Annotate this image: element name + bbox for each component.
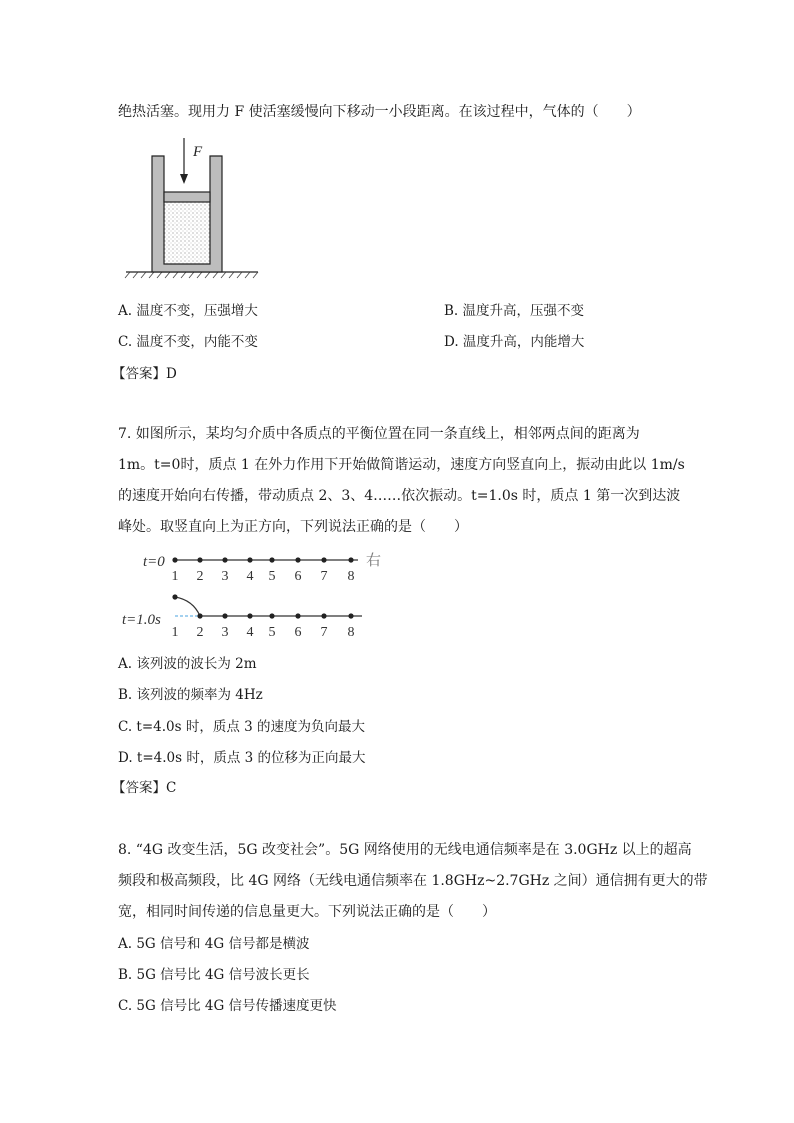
row2-point-label-5: 5 (268, 625, 276, 640)
q7-line1: 7. 如图所示，某均匀介质中各质点的平衡位置在同一条直线上，相邻两点间的距离为 (118, 426, 640, 442)
row1-point-label-2: 2 (196, 569, 204, 584)
row1-point-label-8: 8 (347, 569, 355, 584)
q7-option-c: C. t=4.0s 时，质点 3 的速度为负向最大 (118, 719, 366, 735)
q7-option-d: D. t=4.0s 时，质点 3 的位移为正向最大 (118, 750, 366, 766)
row2-point-label-8: 8 (347, 625, 355, 640)
q7-option-b: B. 该列波的频率为 4Hz (118, 687, 263, 703)
q8-option-c: C. 5G 信号比 4G 信号传播速度更快 (118, 998, 337, 1014)
row1-point-label-6: 6 (294, 569, 302, 584)
row1-time-label: t=0 (143, 554, 165, 570)
row2-point-label-3: 3 (221, 625, 229, 640)
direction-label: 右 (366, 553, 382, 569)
q6-option-d: D. 温度升高，内能增大 (444, 334, 585, 350)
q7-line4: 峰处。取竖直向上为正方向，下列说法正确的是（ ） (118, 519, 468, 535)
row1-point-label-4: 4 (246, 569, 254, 584)
q8-line1: 8. “4G 改变生活，5G 改变社会”。5G 网络使用的无线电通信频率是在 3.0GHz 以上的超高 (118, 842, 692, 858)
row2-point-label-1: 1 (171, 625, 179, 640)
row2-point-label-2: 2 (196, 625, 204, 640)
q8-option-a: A. 5G 信号和 4G 信号都是横波 (118, 936, 310, 952)
row2-point-label-7: 7 (320, 625, 328, 640)
q6-option-b: B. 温度升高，压强不变 (444, 303, 585, 319)
q6-option-c: C. 温度不变，内能不变 (118, 334, 258, 350)
wave-points-figure (118, 548, 398, 643)
row2-point-label-4: 4 (246, 625, 254, 640)
q6-answer: 【答案】D (112, 366, 177, 382)
row2-point-label-6: 6 (294, 625, 302, 640)
q6-stem-tail: 绝热活塞。现用力 F 使活塞缓慢向下移动一小段距离。在该过程中，气体的（ ） (118, 104, 641, 120)
q7-line2: 1m。t=0时，质点 1 在外力作用下开始做简谐运动，速度方向竖直向上，振动由此以 1m/s (118, 457, 685, 473)
q7-line3: 的速度开始向右传播，带动质点 2、3、4……依次振动。t=1.0s 时，质点 1 第一次到达波 (118, 488, 681, 504)
q8-line2: 频段和极高频段，比 4G 网络（无线电通信频率在 1.8GHz~2.7GHz 之间）通信拥有更大的带 (118, 873, 708, 889)
q8-line3: 宽，相同时间传递的信息量更大。下列说法正确的是（ ） (118, 904, 496, 920)
row2-time-label: t=1.0s (122, 612, 161, 628)
q7-option-a: A. 该列波的波长为 2m (118, 656, 257, 672)
cylinder-piston-figure (120, 136, 265, 284)
row1-point-label-1: 1 (171, 569, 179, 584)
row1-point-label-5: 5 (268, 569, 276, 584)
q6-option-a: A. 温度不变，压强增大 (118, 303, 258, 319)
force-label: F (193, 144, 203, 160)
q7-answer: 【答案】C (112, 780, 177, 796)
row1-point-label-7: 7 (320, 569, 328, 584)
q8-option-b: B. 5G 信号比 4G 信号波长更长 (118, 967, 310, 983)
row1-point-label-3: 3 (221, 569, 229, 584)
